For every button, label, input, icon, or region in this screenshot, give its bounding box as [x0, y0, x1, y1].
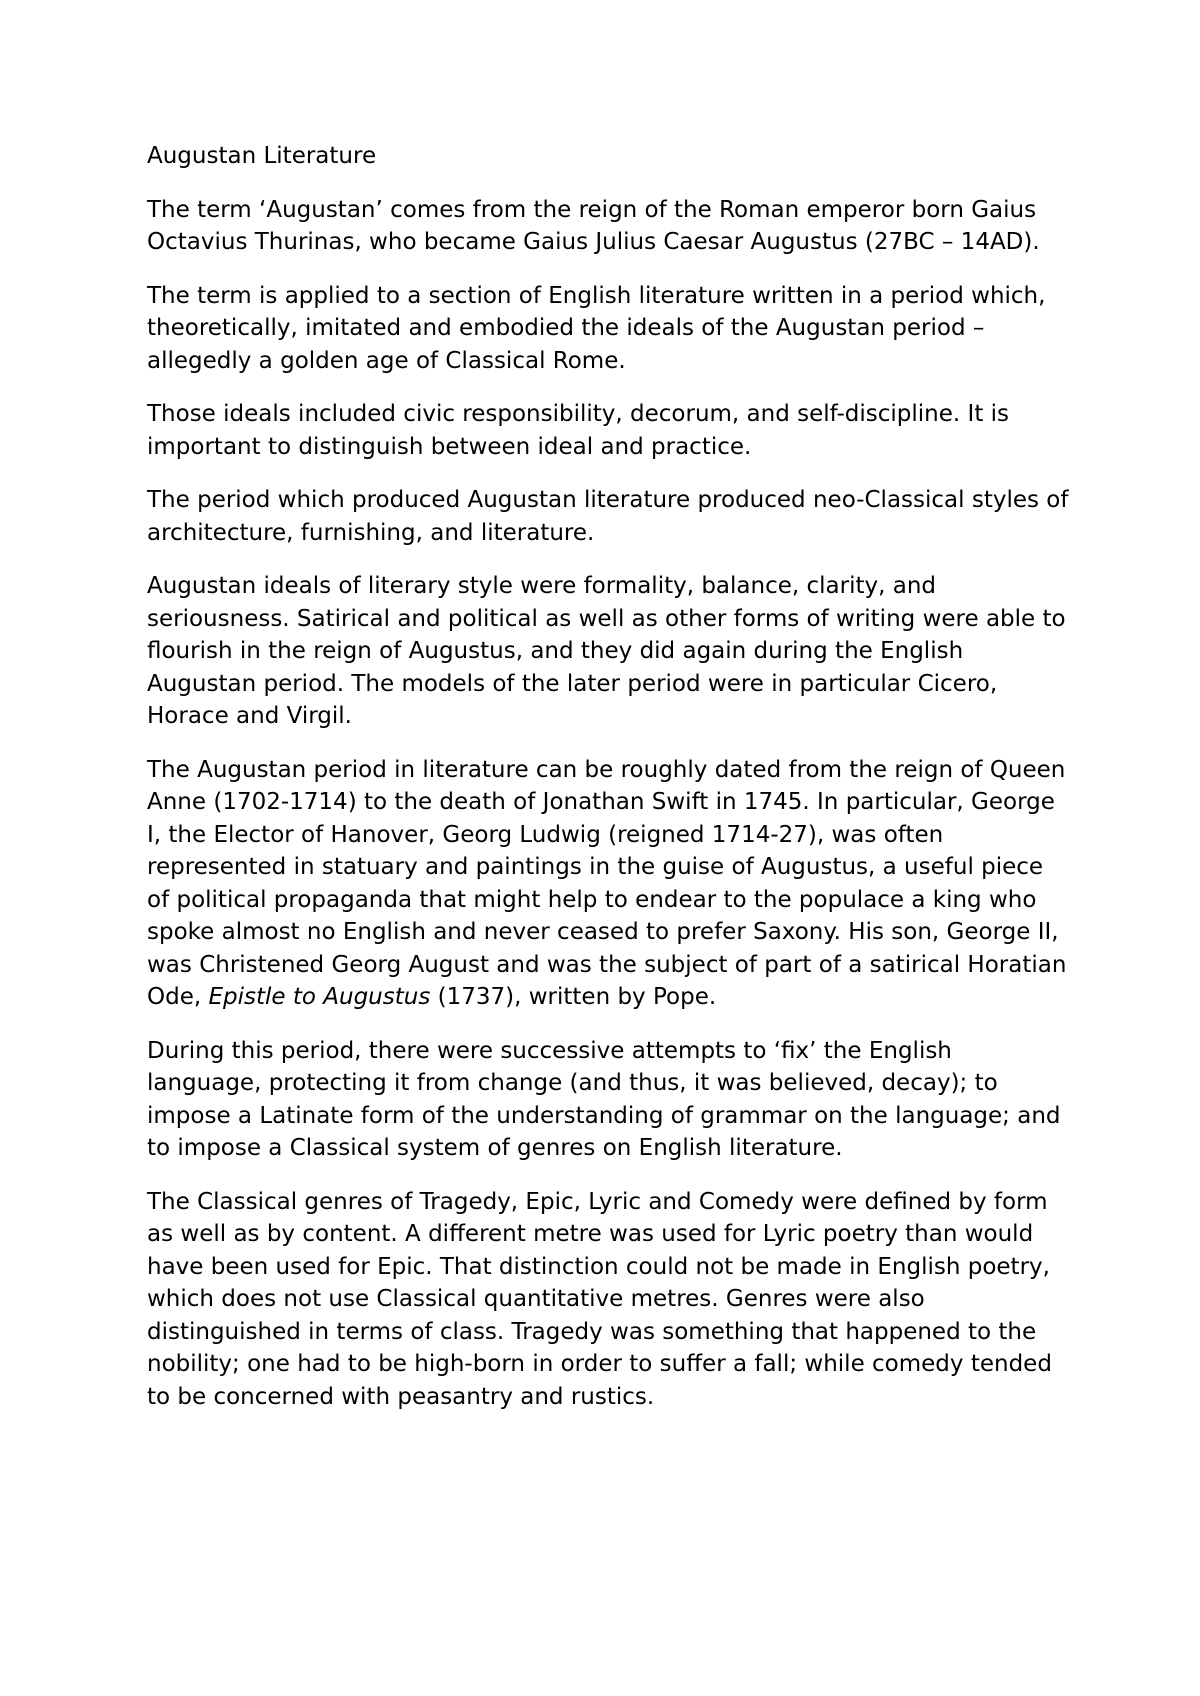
epistle-title: Epistle to Augustus: [208, 984, 431, 1010]
paragraph-application-of-term: The term is applied to a section of English literature written in a period which, theoretically, imitated and embodied the ideals of the Augustan period – allegedly a golden age of Classical Rome.: [147, 282, 1046, 374]
document-title: Augustan Literature: [147, 143, 377, 169]
paragraph-classical-genres: The Classical genres of Tragedy, Epic, Lyric and Comedy were defined by form as well as by content. A different metre was used for Lyric poetry than would have been used for Epic. That distinction could not be made in English poetry, which does not use Classical quantitative metres. Genres were also distinguished in terms of class. Tragedy was something that happened to the nobility; one had to be high-born in order to suffer a fall; while comedy tended to be concerned with peasantry and rustics.: [147, 1188, 1052, 1410]
paragraph-dating-period-text-before: The Augustan period in literature can be roughly dated from the reign of Queen Anne (1702-1714) to the death of Jonathan Swift in 1745. In particular, George I, the Elector of Hanover, Georg Ludwig (reigned 1714-27), was often represented in statuary and paintings in the guise of Augustus, a useful piece of political propaganda that might help to endear to the populace a king who spoke almost no English and never ceased to prefer Saxony. His son, George II, was Christened Georg August and was the subject of part of a satirical Horatian Ode,: [147, 756, 1067, 1010]
paragraph-ideals: Those ideals included civic responsibility, decorum, and self-discipline. It is important to distinguish between ideal and practice.: [147, 401, 1010, 460]
paragraph-dating-period-text-after: (1737), written by Pope.: [430, 984, 717, 1010]
paragraph-neo-classical-styles: The period which produced Augustan literature produced neo-Classical styles of architecture, furnishing, and literature.: [147, 487, 1069, 546]
document-body: [147, 140, 1072, 1434]
paragraph-fixing-language: During this period, there were successive attempts to ‘fix’ the English language, protecting it from change (and thus, it was believed, decay); to impose a Latinate form of the understanding of grammar on the language; and to impose a Classical system of genres on English literature.: [147, 1037, 1061, 1161]
paragraph-origin-of-term: The term ‘Augustan’ comes from the reign of the Roman emperor born Gaius Octavius Thurinas, who became Gaius Julius Caesar Augustus (27BC – 14AD).: [147, 196, 1040, 255]
paragraph-dating-period: [147, 754, 1072, 1014]
paragraph-literary-style: Augustan ideals of literary style were formality, balance, clarity, and seriousness. Satirical and political as well as other forms of writing were able to flourish in the reign of Augustus, and they did again during the English Augustan period. The models of the later period were in particular Cicero, Horace and Virgil.: [147, 573, 1066, 729]
